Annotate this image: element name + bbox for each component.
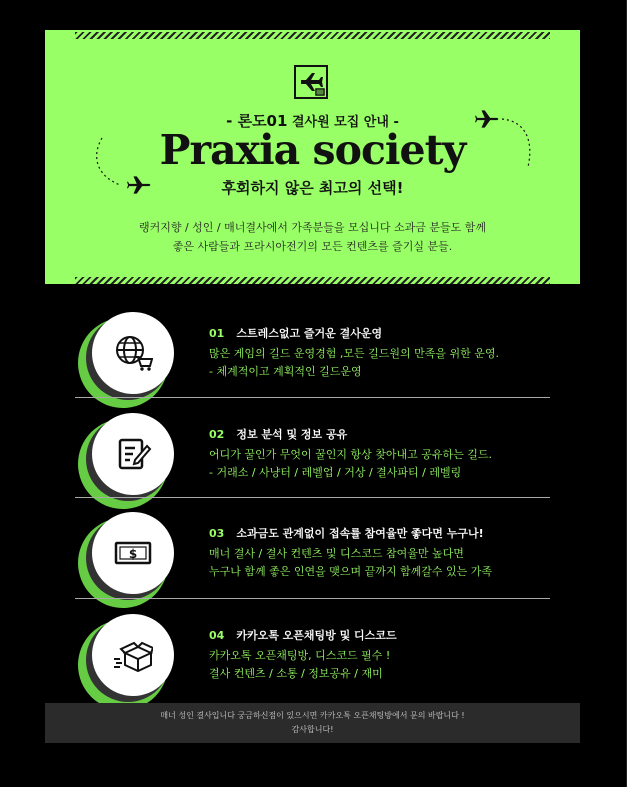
feature-title [209,426,347,442]
feature-title [209,325,382,341]
feature-title [209,627,397,643]
feature-title-text: 스트레스없고 즐거운 결사운영 [236,327,383,340]
airplane-box-icon [292,63,330,101]
divider [75,598,550,599]
subtitle-suffix: 결사원 모집 안내 - [291,115,399,130]
feature-icon-badge [78,512,178,612]
footer-line-2: 감사합니다! [291,725,334,734]
divider [75,497,550,498]
feature-desc-line-2: - 거래소 / 사냥터 / 레벨업 / 거상 / 결사파티 / 레벨링 [209,466,462,479]
hatch-divider-bottom [75,277,550,284]
feature-desc-line-2: 누구나 함께 좋은 인연을 맺으며 끝까지 함께갈수 있는 가족 [209,565,492,578]
airplane-icon [475,106,501,132]
hatch-divider-top [75,32,550,39]
desc-line-2: 좋은 사람들과 프라시아전기의 모든 컨텐츠를 즐기실 분들. [172,240,453,253]
open-box-icon [92,614,174,696]
feature-desc-line-2: - 체계적이고 계획적인 길드운영 [209,365,362,378]
airplane-icon [127,172,153,198]
feature-icon-badge [78,413,178,513]
money-bill-icon [92,512,174,594]
feature-item [78,512,550,612]
feature-title [209,525,484,541]
feature-number: 03 [209,527,225,540]
feature-title-text: 소과금도 관계없이 접속률 참여율만 좋다면 누구나! [236,527,484,540]
hero-description [45,218,580,256]
feature-title-text: 카카오톡 오픈채팅방 및 디스코드 [236,629,397,642]
feature-desc-line-1: 많은 게임의 길드 운영경험 ,모든 길드원의 만족을 위한 운영. [209,347,499,360]
feature-number: 01 [209,327,225,340]
feature-desc-line-1: 어디가 꿀인가 무엇이 꿀인지 항상 찾아내고 공유하는 길드. [209,448,492,461]
feature-desc-line-2: 결사 컨텐츠 / 소통 / 정보공유 / 재미 [209,667,383,680]
divider [75,397,550,398]
document-pen-icon [92,413,174,495]
feature-number: 02 [209,428,225,441]
feature-number: 04 [209,629,225,642]
page-title: Praxia society [159,126,466,174]
feature-icon-badge [78,614,178,714]
hero-banner [45,30,580,284]
tagline: 후회하지 않은 최고의 선택! [221,179,404,197]
feature-desc-line-1: 매너 결사 / 결사 컨텐츠 및 디스코드 참여율만 높다면 [209,547,464,560]
footer-line-1: 매너 성인 결사입니다 궁금하신점이 있으시면 카카오톡 오픈채팅방에서 문의 바랍니다 ! [160,711,465,720]
feature-item [78,413,550,513]
desc-line-1: 랭커지향 / 성인 / 매너결사에서 가족분들을 모십니다 소과금 분들도 함께 [138,221,487,234]
globe-cart-icon [92,312,174,394]
subtitle-prefix: - 론도01 [226,112,288,130]
svg-text:$: $ [128,547,138,561]
feature-title-text: 정보 분석 및 정보 공유 [236,428,348,441]
feature-item [78,614,550,714]
dotted-flight-path-right [500,115,540,175]
feature-desc-line-1: 카카오톡 오픈채팅방, 디스코드 필수 ! [209,649,391,662]
footer-notice [45,703,580,743]
bottom-strip [0,787,627,793]
